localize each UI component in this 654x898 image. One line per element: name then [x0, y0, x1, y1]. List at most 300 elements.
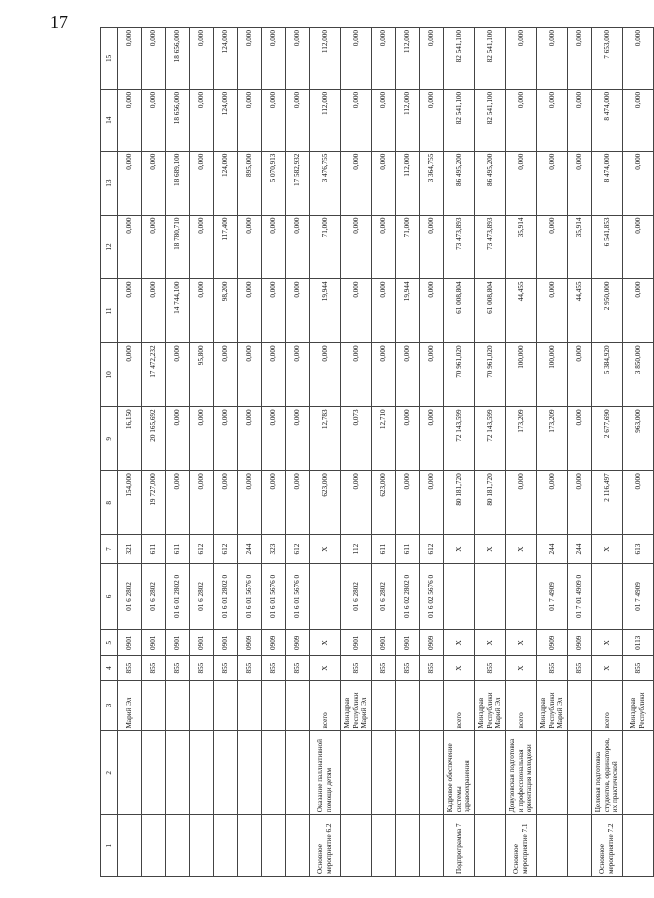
table-cell: 0,000: [420, 89, 444, 151]
table-cell: [262, 731, 286, 815]
table-cell: X: [310, 656, 341, 680]
table-cell: 01 6 2802: [142, 563, 166, 629]
table-cell: 0,000: [118, 89, 142, 151]
table-cell: 0,000: [190, 28, 214, 90]
table-cell: 0,000: [568, 151, 592, 215]
table-cell: 117,400: [214, 215, 238, 279]
table-cell: 70 961,020: [444, 343, 475, 407]
table-cell: 0,000: [506, 151, 537, 215]
table-cell: 01 6 2802: [118, 563, 142, 629]
table-cell: [214, 680, 238, 731]
table-cell: 0,000: [537, 279, 568, 343]
table-cell: Минздрав Республики: [623, 680, 654, 731]
budget-table-rotated: [100, 27, 646, 877]
table-cell: 0,000: [262, 279, 286, 343]
table-cell: 20 165,692: [142, 407, 166, 471]
table-cell: 0,000: [214, 407, 238, 471]
table-cell: 0,000: [623, 151, 654, 215]
table-cell: [420, 731, 444, 815]
table-row: [190, 28, 214, 877]
table-cell: 0,000: [623, 28, 654, 90]
table-cell: Целевая подготовка студентов, ординаторов, их практической: [592, 731, 623, 815]
column-header: 14: [101, 89, 118, 151]
table-cell: [341, 731, 372, 815]
table-cell: всего: [592, 680, 623, 731]
table-cell: [568, 731, 592, 815]
table-cell: 01 6 2802: [190, 563, 214, 629]
table-cell: 86 495,200: [444, 151, 475, 215]
table-cell: 112,000: [310, 89, 341, 151]
table-row: [506, 28, 537, 877]
table-cell: 7 653,000: [592, 28, 623, 90]
table-cell: X: [444, 535, 475, 564]
table-cell: [444, 563, 475, 629]
table-cell: 855: [166, 656, 190, 680]
table-cell: [190, 815, 214, 877]
table-cell: 611: [142, 535, 166, 564]
table-cell: 01 6 01 5676 0: [238, 563, 262, 629]
table-cell: 0,000: [118, 215, 142, 279]
table-cell: 855: [214, 656, 238, 680]
table-cell: 0,000: [537, 89, 568, 151]
table-cell: Минздрав Республики Марий Эл: [475, 680, 506, 731]
table-cell: [286, 680, 310, 731]
table-cell: 01 7 4909: [623, 563, 654, 629]
table-cell: 0909: [420, 630, 444, 656]
table-cell: X: [592, 656, 623, 680]
table-cell: 0,000: [142, 215, 166, 279]
table-cell: 0,000: [341, 471, 372, 535]
table-row: [118, 28, 142, 877]
table-cell: 0909: [238, 630, 262, 656]
table-row: [310, 28, 341, 877]
table-cell: [190, 731, 214, 815]
table-cell: 0,000: [142, 28, 166, 90]
table-cell: 154,000: [118, 471, 142, 535]
table-cell: [166, 680, 190, 731]
table-cell: X: [310, 630, 341, 656]
table-cell: [537, 731, 568, 815]
table-row: [396, 28, 420, 877]
table-cell: 0,000: [142, 89, 166, 151]
table-cell: 612: [420, 535, 444, 564]
table-cell: 18 689,100: [166, 151, 190, 215]
table-cell: 0,000: [238, 343, 262, 407]
table-cell: 01 6 02 5676 0: [420, 563, 444, 629]
table-cell: 61 008,804: [444, 279, 475, 343]
table-cell: X: [475, 630, 506, 656]
header-row: [101, 28, 118, 877]
table-cell: 0,000: [190, 151, 214, 215]
table-cell: 86 495,200: [475, 151, 506, 215]
column-header: 1: [101, 815, 118, 877]
table-cell: 0,000: [118, 151, 142, 215]
table-cell: 855: [262, 656, 286, 680]
table-cell: 0,000: [372, 215, 396, 279]
table-cell: 72 143,599: [444, 407, 475, 471]
table-cell: 95,800: [190, 343, 214, 407]
table-cell: 2 116,497: [592, 471, 623, 535]
table-cell: 612: [214, 535, 238, 564]
table-cell: 17 582,932: [286, 151, 310, 215]
table-cell: 0,000: [537, 471, 568, 535]
table-row: [262, 28, 286, 877]
table-cell: [238, 815, 262, 877]
table-cell: [214, 815, 238, 877]
table-cell: 244: [537, 535, 568, 564]
table-row: [568, 28, 592, 877]
table-cell: 0,000: [166, 407, 190, 471]
table-cell: [537, 815, 568, 877]
table-cell: 0,000: [262, 471, 286, 535]
column-header: 13: [101, 151, 118, 215]
table-cell: 72 143,599: [475, 407, 506, 471]
table-row: [166, 28, 190, 877]
table-cell: 18 656,000: [166, 89, 190, 151]
table-cell: 16,150: [118, 407, 142, 471]
table-cell: 112,000: [396, 28, 420, 90]
table-cell: 623,000: [372, 471, 396, 535]
table-cell: X: [506, 630, 537, 656]
table-cell: 855: [623, 656, 654, 680]
table-cell: 19,944: [396, 279, 420, 343]
table-cell: 0,000: [623, 215, 654, 279]
table-cell: 0,073: [341, 407, 372, 471]
table-cell: 61 008,804: [475, 279, 506, 343]
table-cell: 0,000: [142, 279, 166, 343]
table-cell: 855: [238, 656, 262, 680]
table-cell: 0,000: [568, 407, 592, 471]
table-cell: 612: [286, 535, 310, 564]
table-cell: 0,000: [623, 471, 654, 535]
table-cell: 173,209: [537, 407, 568, 471]
table-cell: 0,000: [396, 407, 420, 471]
table-cell: 124,000: [214, 28, 238, 90]
table-cell: [396, 731, 420, 815]
table-cell: [623, 815, 654, 877]
table-cell: 124,000: [214, 89, 238, 151]
table-cell: 124,000: [214, 151, 238, 215]
table-cell: 0,000: [190, 89, 214, 151]
table-cell: X: [592, 630, 623, 656]
table-cell: 70 961,020: [475, 343, 506, 407]
table-cell: [568, 680, 592, 731]
table-cell: [372, 731, 396, 815]
table-cell: 0,000: [190, 279, 214, 343]
column-header: 3: [101, 680, 118, 731]
table-cell: 112,000: [396, 89, 420, 151]
table-row: [475, 28, 506, 877]
table-cell: 855: [396, 656, 420, 680]
table-cell: Кадровое обеспечение системы здравоохранения: [444, 731, 475, 815]
table-cell: 71,000: [310, 215, 341, 279]
column-header: 2: [101, 731, 118, 815]
column-header: 12: [101, 215, 118, 279]
table-cell: 0,000: [118, 343, 142, 407]
table-cell: 0,000: [190, 215, 214, 279]
table-cell: 0909: [568, 630, 592, 656]
table-cell: 855: [372, 656, 396, 680]
table-cell: 611: [396, 535, 420, 564]
table-cell: 82 541,100: [444, 28, 475, 90]
table-cell: 963,000: [623, 407, 654, 471]
column-header: 8: [101, 471, 118, 535]
table-cell: 0,000: [623, 279, 654, 343]
table-cell: 0,000: [396, 471, 420, 535]
table-cell: 855: [142, 656, 166, 680]
table-cell: 0,000: [372, 343, 396, 407]
table-cell: X: [310, 535, 341, 564]
table-cell: [623, 731, 654, 815]
table-cell: X: [506, 656, 537, 680]
table-cell: 100,000: [537, 343, 568, 407]
table-cell: 01 6 2802: [372, 563, 396, 629]
table-cell: 611: [372, 535, 396, 564]
table-cell: 0,000: [190, 471, 214, 535]
table-cell: 6 541,853: [592, 215, 623, 279]
table-cell: 82 541,100: [444, 89, 475, 151]
table-cell: 0909: [262, 630, 286, 656]
table-cell: 0909: [537, 630, 568, 656]
table-cell: [238, 680, 262, 731]
table-cell: 18 656,000: [166, 28, 190, 90]
table-cell: 0,000: [286, 471, 310, 535]
table-cell: 3 364,755: [420, 151, 444, 215]
table-cell: 01 6 02 2802 0: [396, 563, 420, 629]
table-cell: X: [506, 535, 537, 564]
table-cell: 19,944: [310, 279, 341, 343]
table-cell: 0,000: [166, 471, 190, 535]
table-cell: 0,000: [420, 28, 444, 90]
table-cell: 612: [190, 535, 214, 564]
table-cell: 112,000: [396, 151, 420, 215]
table-cell: 80 181,720: [444, 471, 475, 535]
table-row: [341, 28, 372, 877]
budget-table: [100, 27, 654, 877]
table-cell: 0,000: [238, 471, 262, 535]
table-cell: 112: [341, 535, 372, 564]
table-cell: 855: [475, 656, 506, 680]
table-cell: 0,000: [372, 89, 396, 151]
table-cell: X: [444, 630, 475, 656]
column-header: 6: [101, 563, 118, 629]
page-number: 17: [50, 12, 68, 32]
table-row: [623, 28, 654, 877]
table-cell: 623,000: [310, 471, 341, 535]
column-header: 7: [101, 535, 118, 564]
table-cell: 0,000: [341, 343, 372, 407]
column-header: 9: [101, 407, 118, 471]
table-cell: 0,000: [214, 471, 238, 535]
table-cell: 98,200: [214, 279, 238, 343]
table-cell: 19 727,000: [142, 471, 166, 535]
table-cell: [262, 680, 286, 731]
table-cell: 82 541,100: [475, 89, 506, 151]
table-cell: 0,000: [341, 28, 372, 90]
table-cell: 0113: [623, 630, 654, 656]
table-cell: 0901: [118, 630, 142, 656]
table-cell: Основное мероприятие 7.1: [506, 815, 537, 877]
table-cell: [592, 563, 623, 629]
table-cell: X: [475, 535, 506, 564]
table-cell: 2 950,000: [592, 279, 623, 343]
table-row: [214, 28, 238, 877]
table-cell: Довузовская подготовка и профессиональная ориентация молодежи: [506, 731, 537, 815]
table-cell: 0,000: [537, 215, 568, 279]
table-cell: [372, 680, 396, 731]
table-cell: 01 6 01 2802 0: [166, 563, 190, 629]
table-row: [537, 28, 568, 877]
table-cell: [341, 815, 372, 877]
table-cell: 0901: [372, 630, 396, 656]
table-cell: 0,000: [262, 215, 286, 279]
table-cell: [166, 815, 190, 877]
table-row: [444, 28, 475, 877]
table-cell: 12,710: [372, 407, 396, 471]
table-cell: 35,914: [568, 215, 592, 279]
table-cell: 3 850,000: [623, 343, 654, 407]
table-cell: 0,000: [506, 89, 537, 151]
table-cell: 73 473,893: [475, 215, 506, 279]
table-cell: 0,000: [166, 343, 190, 407]
table-cell: 0,000: [341, 215, 372, 279]
table-cell: 44,455: [506, 279, 537, 343]
table-cell: 0901: [166, 630, 190, 656]
table-cell: 0,000: [286, 28, 310, 90]
table-cell: 01 7 01 4909 0: [568, 563, 592, 629]
table-cell: 0,000: [420, 407, 444, 471]
table-cell: 3 476,755: [310, 151, 341, 215]
table-row: [372, 28, 396, 877]
table-row: [420, 28, 444, 877]
table-cell: 321: [118, 535, 142, 564]
table-cell: [142, 680, 166, 731]
table-cell: [214, 731, 238, 815]
table-cell: [372, 815, 396, 877]
table-cell: 611: [166, 535, 190, 564]
column-header: 4: [101, 656, 118, 680]
table-cell: Основное мероприятие 6.2: [310, 815, 341, 877]
table-cell: 0901: [396, 630, 420, 656]
table-cell: 12,783: [310, 407, 341, 471]
table-cell: 0,000: [238, 89, 262, 151]
table-cell: [420, 815, 444, 877]
table-cell: Минздрав Республики Марий Эл: [537, 680, 568, 731]
table-cell: [118, 731, 142, 815]
table-cell: 17 472,232: [142, 343, 166, 407]
table-cell: 0,000: [341, 279, 372, 343]
table-cell: 0,000: [262, 343, 286, 407]
table-cell: [310, 563, 341, 629]
table-cell: 0,000: [190, 407, 214, 471]
table-cell: 71,000: [396, 215, 420, 279]
table-cell: 0,000: [262, 89, 286, 151]
table-cell: [286, 731, 310, 815]
column-header: 11: [101, 279, 118, 343]
table-cell: 895,000: [238, 151, 262, 215]
table-cell: 855: [341, 656, 372, 680]
table-cell: [190, 680, 214, 731]
table-cell: 0,000: [118, 28, 142, 90]
table-cell: Минздрав Республики Марий Эл: [341, 680, 372, 731]
column-header: 10: [101, 343, 118, 407]
table-cell: 82 541,100: [475, 28, 506, 90]
table-cell: [475, 731, 506, 815]
table-cell: X: [444, 656, 475, 680]
table-cell: 01 6 01 5676 0: [286, 563, 310, 629]
table-cell: [506, 563, 537, 629]
column-header: 15: [101, 28, 118, 90]
table-cell: 855: [420, 656, 444, 680]
table-cell: 323: [262, 535, 286, 564]
table-cell: 18 780,710: [166, 215, 190, 279]
table-cell: 0,000: [214, 343, 238, 407]
table-cell: [396, 815, 420, 877]
table-cell: всего: [444, 680, 475, 731]
table-cell: 244: [238, 535, 262, 564]
table-cell: 5 070,913: [262, 151, 286, 215]
table-cell: Подпрограмма 7: [444, 815, 475, 877]
table-cell: 0,000: [118, 279, 142, 343]
table-cell: 0,000: [506, 471, 537, 535]
table-cell: Марий Эл: [118, 680, 142, 731]
table-row: [286, 28, 310, 877]
table-cell: 0,000: [537, 151, 568, 215]
table-body: [118, 28, 654, 877]
table-cell: 0,000: [238, 279, 262, 343]
table-cell: [166, 731, 190, 815]
table-cell: 2 677,690: [592, 407, 623, 471]
table-cell: 0,000: [372, 151, 396, 215]
table-cell: всего: [506, 680, 537, 731]
table-cell: 0,000: [396, 343, 420, 407]
table-row: [142, 28, 166, 877]
table-cell: 0,000: [568, 471, 592, 535]
table-cell: 0,000: [420, 471, 444, 535]
table-cell: 01 7 4909: [537, 563, 568, 629]
table-cell: 0,000: [372, 28, 396, 90]
table-cell: 01 6 01 5676 0: [262, 563, 286, 629]
table-cell: 0,000: [341, 151, 372, 215]
table-cell: [262, 815, 286, 877]
table-cell: 0,000: [420, 343, 444, 407]
table-cell: 855: [190, 656, 214, 680]
table-cell: 0,000: [341, 89, 372, 151]
table-cell: 0,000: [238, 28, 262, 90]
table-cell: 613: [623, 535, 654, 564]
table-cell: [420, 680, 444, 731]
table-cell: 0901: [214, 630, 238, 656]
table-cell: 855: [286, 656, 310, 680]
table-cell: 0909: [286, 630, 310, 656]
table-cell: 73 473,893: [444, 215, 475, 279]
table-cell: 0,000: [506, 28, 537, 90]
table-cell: [142, 731, 166, 815]
table-cell: [142, 815, 166, 877]
table-cell: 0,000: [420, 279, 444, 343]
table-row: [592, 28, 623, 877]
table-cell: 0,000: [310, 343, 341, 407]
table-cell: 0,000: [568, 89, 592, 151]
table-cell: 0,000: [286, 407, 310, 471]
table-cell: Оказание паллиативной помощи детям: [310, 731, 341, 815]
table-cell: [286, 815, 310, 877]
table-cell: 855: [537, 656, 568, 680]
table-cell: 0901: [142, 630, 166, 656]
table-row: [238, 28, 262, 877]
table-cell: 8 474,000: [592, 151, 623, 215]
table-cell: 8 474,000: [592, 89, 623, 151]
